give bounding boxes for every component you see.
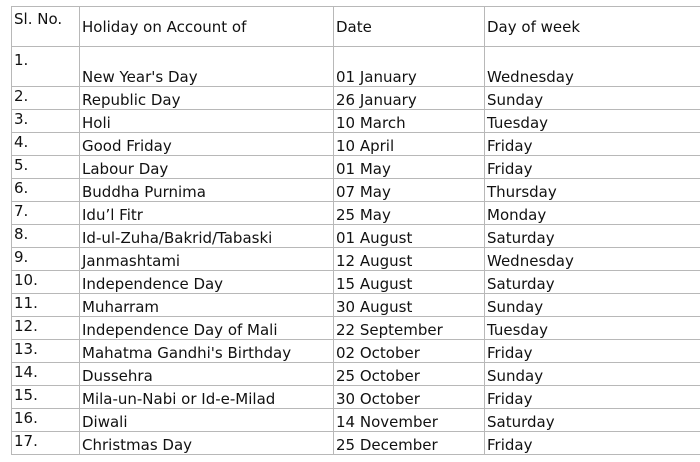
cell-day-of-week: Friday <box>485 386 700 409</box>
cell-sl-no: 9. <box>12 248 80 271</box>
cell-date: 30 August <box>334 294 485 317</box>
cell-date: 25 December <box>334 432 485 455</box>
cell-day-of-week: Sunday <box>485 363 700 386</box>
cell-date: 22 September <box>334 317 485 340</box>
table-row <box>12 47 700 87</box>
cell-day-of-week: Saturday <box>485 271 700 294</box>
cell-sl-no: 12. <box>12 317 80 340</box>
cell-holiday: Mahatma Gandhi's Birthday <box>80 340 334 363</box>
cell-sl-no: 5. <box>12 156 80 179</box>
cell-date: 10 April <box>334 133 485 156</box>
cell-date: 14 November <box>334 409 485 432</box>
cell-holiday: Independence Day of Mali <box>80 317 334 340</box>
cell-date: 30 October <box>334 386 485 409</box>
cell-holiday: Holi <box>80 110 334 133</box>
cell-day-of-week: Sunday <box>485 87 700 110</box>
cell-holiday: Janmashtami <box>80 248 334 271</box>
cell-day-of-week: Saturday <box>485 225 700 248</box>
cell-date: 12 August <box>334 248 485 271</box>
cell-day-of-week: Monday <box>485 202 700 225</box>
table-row <box>12 340 700 363</box>
cell-sl-no: 2. <box>12 87 80 110</box>
cell-sl-no: 10. <box>12 271 80 294</box>
table-row <box>12 409 700 432</box>
header-holiday: Holiday on Account of <box>80 7 334 47</box>
cell-day-of-week: Sunday <box>485 294 700 317</box>
cell-date: 07 May <box>334 179 485 202</box>
cell-holiday: Christmas Day <box>80 432 334 455</box>
table-row <box>12 156 700 179</box>
cell-date: 25 May <box>334 202 485 225</box>
cell-holiday: Mila-un-Nabi or Id-e-Milad <box>80 386 334 409</box>
cell-sl-no: 4. <box>12 133 80 156</box>
cell-holiday: Republic Day <box>80 87 334 110</box>
cell-day-of-week: Wednesday <box>485 248 700 271</box>
cell-day-of-week: Tuesday <box>485 110 700 133</box>
table-row <box>12 317 700 340</box>
table-row <box>12 133 700 156</box>
table-row <box>12 386 700 409</box>
header-date: Date <box>334 7 485 47</box>
table-row <box>12 110 700 133</box>
cell-sl-no: 3. <box>12 110 80 133</box>
cell-holiday: New Year's Day <box>80 47 334 87</box>
cell-sl-no: 8. <box>12 225 80 248</box>
table-row <box>12 294 700 317</box>
cell-holiday: Muharram <box>80 294 334 317</box>
header-sl-no: Sl. No. <box>12 7 80 47</box>
cell-sl-no: 17. <box>12 432 80 455</box>
cell-holiday: Labour Day <box>80 156 334 179</box>
cell-day-of-week: Friday <box>485 156 700 179</box>
cell-date: 25 October <box>334 363 485 386</box>
cell-day-of-week: Saturday <box>485 409 700 432</box>
cell-date: 02 October <box>334 340 485 363</box>
table-row <box>12 225 700 248</box>
table-row <box>12 432 700 455</box>
table-row <box>12 202 700 225</box>
header-day-of-week: Day of week <box>485 7 700 47</box>
cell-date: 01 May <box>334 156 485 179</box>
cell-day-of-week: Friday <box>485 133 700 156</box>
cell-sl-no: 15. <box>12 386 80 409</box>
cell-date: 01 January <box>334 47 485 87</box>
cell-day-of-week: Wednesday <box>485 47 700 87</box>
header-row <box>12 7 700 47</box>
cell-day-of-week: Tuesday <box>485 317 700 340</box>
cell-date: 01 August <box>334 225 485 248</box>
cell-holiday: Idu’l Fitr <box>80 202 334 225</box>
holiday-table <box>11 6 700 455</box>
cell-day-of-week: Friday <box>485 340 700 363</box>
cell-sl-no: 7. <box>12 202 80 225</box>
table-row <box>12 363 700 386</box>
table-row <box>12 179 700 202</box>
table-body <box>12 47 700 455</box>
cell-sl-no: 13. <box>12 340 80 363</box>
cell-holiday: Buddha Purnima <box>80 179 334 202</box>
cell-holiday: Independence Day <box>80 271 334 294</box>
cell-holiday: Good Friday <box>80 133 334 156</box>
table-row <box>12 87 700 110</box>
cell-date: 15 August <box>334 271 485 294</box>
cell-sl-no: 16. <box>12 409 80 432</box>
cell-sl-no: 14. <box>12 363 80 386</box>
table-header <box>12 7 700 47</box>
cell-date: 10 March <box>334 110 485 133</box>
cell-holiday: Id-ul-Zuha/Bakrid/Tabaski <box>80 225 334 248</box>
table-row <box>12 271 700 294</box>
cell-date: 26 January <box>334 87 485 110</box>
cell-sl-no: 11. <box>12 294 80 317</box>
cell-day-of-week: Thursday <box>485 179 700 202</box>
cell-holiday: Diwali <box>80 409 334 432</box>
cell-sl-no: 6. <box>12 179 80 202</box>
cell-day-of-week: Friday <box>485 432 700 455</box>
cell-holiday: Dussehra <box>80 363 334 386</box>
cell-sl-no: 1. <box>12 47 80 87</box>
table-row <box>12 248 700 271</box>
